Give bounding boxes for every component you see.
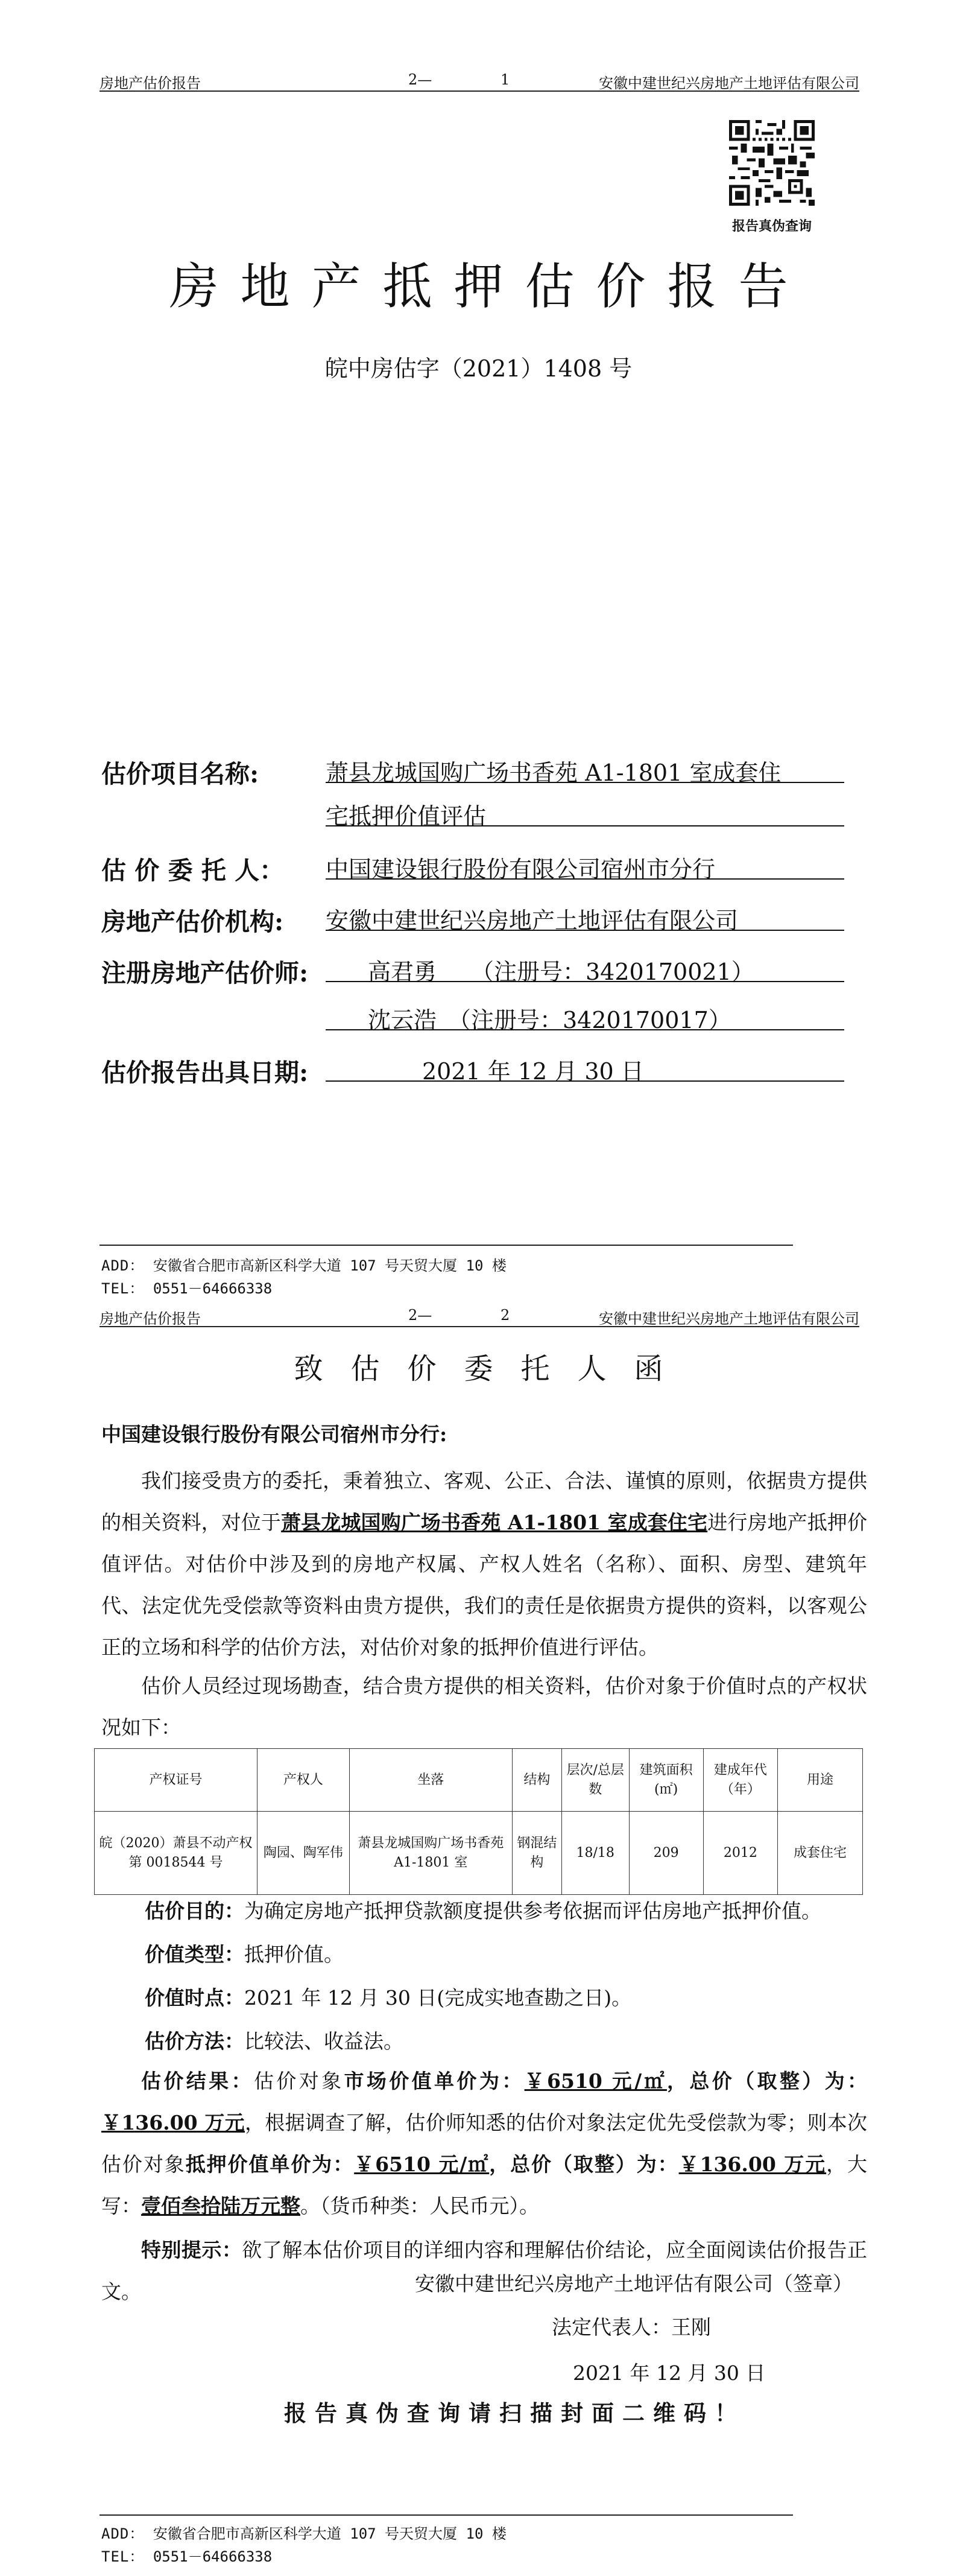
running-header (99, 1303, 859, 1327)
table-header-row (95, 1749, 863, 1812)
address-text: 安徽省合肥市高新区科学大道 107 号天贸大厦 10 楼 (153, 1257, 507, 1274)
notice-label: 特别提示： (141, 2238, 242, 2262)
value-type-value: 抵押价值。 (244, 1943, 344, 1966)
value-type-label: 价值类型： (145, 1943, 244, 1966)
method-value: 比较法、收益法。 (244, 2029, 403, 2053)
appraiser-second: 沈云浩 （注册号：3420170017） (326, 1000, 844, 1030)
intro-text-c: 进行房地产抵押价值评估。对估价中涉及到的房地产权属、产权人姓名（名称）、面积、房型、建筑年代、法定优先受偿款等资料由贵方提供，我们的责任是依据贵方提供的资料，以客观公正的立场和科学的估价方法，对估价对象的抵押价值进行评估。 (101, 1511, 868, 1659)
property-name: 萧县龙城国购广场书香苑 A1-1801 室成套住宅 (281, 1511, 708, 1534)
issue-date-label: 估价报告出具日期: (101, 1058, 309, 1087)
phone-text: 0551－64666338 (153, 1280, 273, 1297)
header-company: 安徽中建世纪兴房地产土地评估有限公司 (599, 75, 859, 92)
table-cell-cert: 皖（2020）萧县不动产权第 0018544 号 (95, 1812, 257, 1895)
footer-divider (99, 2514, 793, 2516)
value-type-line (145, 1939, 344, 1967)
table-header-cell: 建成年代（年） (703, 1749, 777, 1812)
report-number: 皖中房估字（2021）1408 号 (324, 355, 633, 382)
result-t7: ，大写： (101, 2152, 868, 2218)
header-page-number: 2 (501, 1307, 510, 1324)
method-line (145, 2026, 403, 2054)
value-date-label: 价值时点： (145, 1986, 244, 2010)
purpose-value: 为确定房地产抵押贷款额度提供参考依据而评估房地产抵押价值。 (244, 1899, 821, 1923)
footer-address (101, 1254, 507, 1275)
survey-paragraph: 估价人员经过现场勘查，结合贵方提供的相关资料，估价对象于价值时点的产权状况如下： (101, 1674, 867, 1739)
footer-phone (101, 2545, 272, 2566)
method-label: 估价方法： (145, 2029, 244, 2053)
table-header-cell: 产权人 (257, 1749, 350, 1812)
address-label: ADD： (101, 1257, 145, 1274)
project-value-line2: 宅抵押价值评估 (326, 796, 844, 826)
result-t8: 。（货币种类：人民币元）。 (300, 2194, 539, 2218)
phone-label: TEL： (101, 2548, 145, 2565)
phone-text: 0551－64666338 (153, 2548, 273, 2565)
table-cell-floor: 18/18 (561, 1812, 629, 1895)
legal-representative: 法定代表人：王刚 (552, 2315, 711, 2339)
agency-value: 安徽中建世纪兴房地产土地评估有限公司 (326, 901, 844, 931)
phone-label: TEL： (101, 1280, 145, 1297)
purpose-label: 估价目的： (145, 1899, 244, 1923)
qr-code-icon[interactable] (727, 118, 817, 208)
qr-caption: 报告真伪查询 (731, 218, 812, 234)
market-total-price: ￥136.00 万元 (101, 2111, 245, 2134)
verification-note: 报告真伪查询请扫描封面二维码！ (284, 2400, 745, 2426)
running-header (99, 68, 859, 92)
table-header-cell: 坐落 (349, 1749, 512, 1812)
issue-date-value: 2021 年 12 月 30 日 (326, 1052, 844, 1082)
company-signature: 安徽中建世纪兴房地产土地评估有限公司（签章） (415, 2272, 853, 2295)
table-header-cell: 层次/总层数 (561, 1749, 629, 1812)
header-company: 安徽中建世纪兴房地产土地评估有限公司 (599, 1310, 859, 1327)
intro-text-a: 我们接受贵方的委托，秉着独立、客观、公正、合法、谨慎的原则，依据贵方提供的相关资料，对位于 (101, 1469, 867, 1534)
notice-value: 欲了解本估价项目的详细内容和理解估价结论，应全面阅读估价报告正文。 (101, 2238, 868, 2303)
header-dash: 2— (408, 1307, 432, 1324)
header-report-type: 房地产估价报告 (99, 75, 201, 92)
footer-address (101, 2522, 507, 2543)
appraisers-label: 注册房地产估价师: (101, 959, 309, 988)
market-unit-price: ￥6510 元/㎡ (524, 2069, 667, 2093)
result-t5: 抵押价值单价为： (185, 2152, 355, 2176)
header-dash: 2— (408, 71, 432, 88)
table-cell-area: 209 (629, 1812, 703, 1895)
client-label: 估 价 委 托 人： (101, 856, 285, 885)
footer-divider (99, 1245, 793, 1246)
result-t6: ，总价（取整）为： (489, 2152, 679, 2176)
table-header-cell: 用途 (778, 1749, 863, 1812)
signature-date: 2021 年 12 月 30 日 (573, 2361, 766, 2385)
table-cell-usage: 成套住宅 (778, 1812, 863, 1895)
mortgage-unit-price: ￥6510 元/㎡ (354, 2152, 490, 2176)
amount-in-words: 壹佰叁拾陆万元整 (141, 2194, 300, 2218)
footer-phone (101, 1277, 272, 1298)
project-label: 估价项目名称: (101, 760, 259, 788)
result-t4: ，根据调查了解，估价师知悉的估价对象法定优先受偿款为零；则本次估价对象 (101, 2111, 868, 2176)
client-value: 中国建设银行股份有限公司宿州市分行 (326, 849, 844, 880)
project-value-line1: 萧县龙城国购广场书香苑 A1-1801 室成套住 (326, 753, 844, 783)
report-title: 房地产抵押估价报告 (169, 258, 810, 316)
result-t1: 估价对象 (253, 2069, 344, 2093)
purpose-line (145, 1896, 821, 1924)
table-row (95, 1812, 863, 1895)
table-cell-structure: 钢混结构 (512, 1812, 561, 1895)
table-cell-year: 2012 (703, 1812, 777, 1895)
table-header-cell: 产权证号 (95, 1749, 257, 1812)
property-table (94, 1748, 863, 1895)
result-t3: ，总价（取整）为： (666, 2069, 868, 2093)
table-cell-owner: 陶园、陶军伟 (257, 1812, 350, 1895)
result-paragraph (101, 2060, 867, 2227)
agency-label: 房地产估价机构: (101, 907, 284, 936)
address-text: 安徽省合肥市高新区科学大道 107 号天贸大厦 10 楼 (153, 2525, 507, 2542)
result-t2: 市场价值单价为： (344, 2069, 525, 2093)
address-label: ADD： (101, 2525, 145, 2542)
appraiser-first: 高君勇 （注册号：3420170021） (326, 952, 844, 982)
table-header-cell: 结构 (512, 1749, 561, 1812)
header-page-number: 1 (501, 71, 510, 88)
value-date-value: 2021 年 12 月 30 日(完成实地查勘之日)。 (244, 1986, 632, 2010)
result-label: 估价结果： (141, 2069, 254, 2093)
table-header-cell: 建筑面积(㎡) (629, 1749, 703, 1812)
table-cell-location: 萧县龙城国购广场书香苑 A1-1801 室 (349, 1812, 512, 1895)
intro-paragraph (101, 1460, 867, 1668)
letter-title: 致估价委托人函 (294, 1352, 691, 1386)
addressee: 中国建设银行股份有限公司宿州市分行: (101, 1423, 447, 1446)
header-report-type: 房地产估价报告 (99, 1310, 201, 1327)
value-date-line (145, 1982, 631, 2011)
mortgage-total-price: ￥136.00 万元 (678, 2152, 827, 2176)
